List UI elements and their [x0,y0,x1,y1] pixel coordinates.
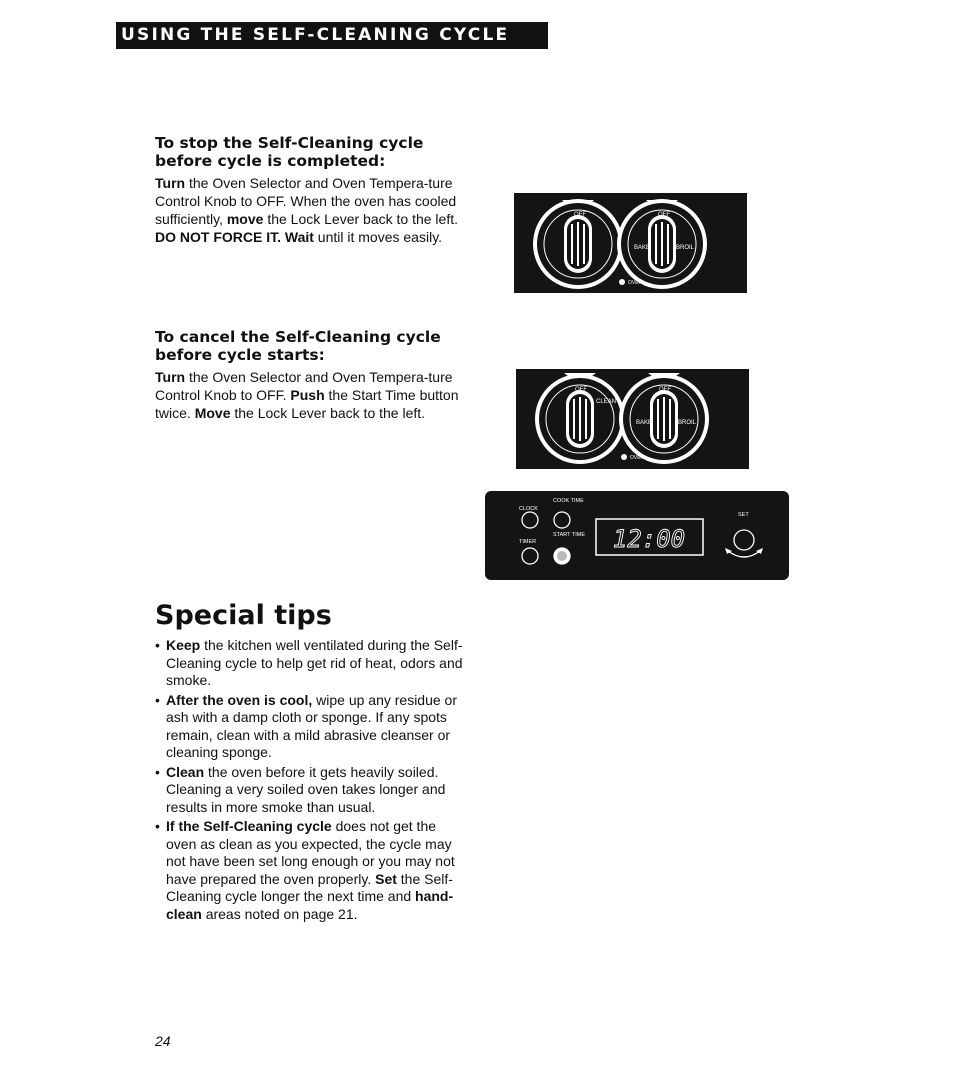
knob4-off-label: OFF [659,387,671,393]
knob3-clean-label: CLEAN [596,399,617,405]
section-header: USING THE SELF-CLEANING CYCLE [116,22,548,49]
tip-item: • If the Self-Cleaning cycle does not get the oven as clean as you expected, the cycle may not have been set long enough or you may not have prepared the oven properly. Set the Self-Cleaning cycle longer the next time and hand-clean areas noted on page 21. [155,818,455,922]
cancel-cycle-section [155,328,460,422]
stop-warning-bold: DO NOT FORCE IT. Wait [155,229,314,245]
tip-item: • Clean the oven before it gets heavily soiled. Cleaning a very soiled oven takes longer and results in more smoke than usual. [155,763,446,815]
cancel-text-1: the Oven Selector and Oven Tempera-ture Control Knob to OFF. [155,369,453,403]
stop-text-1: the Oven Selector and Oven Tempera-ture Control Knob to OFF. When the oven has cooled sufficiently, [155,175,457,227]
knob2-bake-label: BAKE [634,245,651,251]
knob2-broil-label: BROIL [676,245,695,251]
cancel-text-2: the Start Time button twice. [155,387,459,421]
knob4-bake-label: BAKE [636,420,653,426]
oven-selector-knob-2 [535,374,625,464]
knobs-illustration-cancel [516,369,749,469]
tip-2-bold: After the oven is cool, [166,691,313,708]
cancel-cycle-body [155,368,460,422]
cook-time-label: COOK TIME [553,498,584,504]
stop-text-2: the Lock Lever back to the left. [263,211,458,227]
oven-light-label-1: OVEN [628,280,643,286]
tip-2-text: wipe up any residue or ash with a damp cloth or sponge. If any spots remain, clean with a mild abrasive cleanser or cleaning sponge. [166,691,458,760]
tip-3-bold: Clean [166,763,205,780]
start-time-label: START TIME [553,532,585,538]
display-time: 12:00 [612,525,686,553]
tip-4-handclean-bold: hand-clean [166,888,454,922]
knob1-off-label: OFF [574,212,586,218]
knob2-off-label: OFF [658,212,670,218]
knobs-illustration-off [514,193,747,293]
tip-3-text: the oven before it gets heavily soiled. Cleaning a very soiled oven takes longer and results in more smoke than usual. [166,763,446,815]
tip-item: • Keep the kitchen well ventilated during the Self-Cleaning cycle to help get rid of heat, odors and smoke. [155,637,463,688]
set-label: SET [738,512,749,518]
clock-label: CLOCK [519,506,538,512]
knob4-broil-label: BROIL [678,420,697,426]
oven-indicator-light [619,279,625,285]
cancel-text-3: the Lock Lever back to the left. [230,405,426,421]
oven-indicator-light-2 [621,454,627,460]
control-panel-illustration [485,491,789,580]
page-number: 24 [155,1033,171,1049]
oven-light-label-2: OVEN [630,455,645,461]
special-tips-title: Special tips [155,600,332,631]
knob3-off-label: OFF [575,387,587,393]
stop-cycle-heading: To stop the Self-Cleaning cycle before cycle is completed: [155,134,424,170]
tip-4-set-bold: Set [375,870,397,887]
tip-item: • After the oven is cool, wipe up any residue or ash with a damp cloth or sponge. If any spots remain, clean with a mild abrasive cleanser or cleaning sponge. [155,691,458,760]
stop-move-bold: move [226,211,264,227]
stop-turn-bold: Turn [155,175,186,191]
timer-label: TIMER [519,539,537,545]
cancel-move-bold: Move [194,405,231,421]
tip-1-bold: Keep [166,637,201,653]
cancel-push-bold: Push [290,387,325,403]
oven-temperature-knob-1 [617,199,707,289]
cancel-turn-bold: Turn [155,369,186,385]
tip-1-text: the kitchen well ventilated during the Self-Cleaning cycle to help get rid of heat, odors and smoke. [166,637,463,688]
stop-text-3: until it moves easily. [313,229,443,245]
oven-selector-knob-1 [533,199,623,289]
tip-4-text-3: areas noted on page 21. [201,905,358,922]
stop-cycle-section [155,134,460,246]
special-tips-list [155,637,465,925]
cancel-cycle-heading: To cancel the Self-Cleaning cycle before cycle starts: [155,328,441,364]
oven-temperature-knob-2 [619,374,709,464]
tip-4-text-2: the Self-Cleaning cycle longer the next time and [166,870,453,904]
stop-cycle-body [155,174,460,246]
tip-4-text: does not get the oven as clean as you expected, the cycle may not have been set long enough or you may not have prepared the oven properly. [166,818,455,887]
tip-4-bold: If the Self-Cleaning cycle [166,818,332,834]
